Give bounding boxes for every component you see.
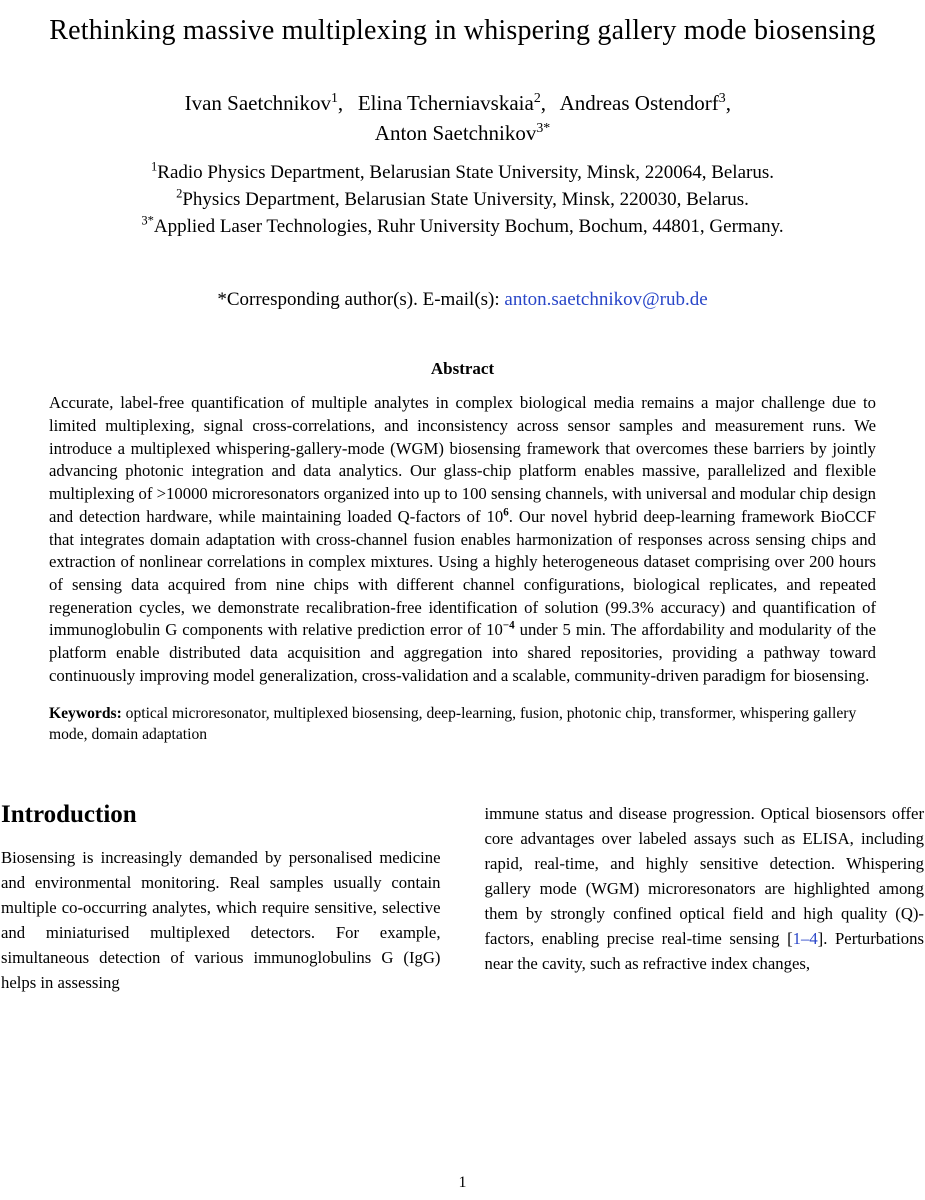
author-sup: 1: [330, 89, 338, 105]
author-sup: 3: [718, 89, 726, 105]
intro-text-part: immune status and disease progression. Optical biosensors offer core advantages over labeled assays such as ELISA, including rapid, real-time, and highly sensitive detection. Whispering gallery mode (WGM) microresonators are highlighted among them by strongly confined optical field and high quality (Q)-factors, enabling precise real-time sensing [: [484, 804, 924, 949]
corresponding-prefix: *Corresponding author(s). E-mail(s):: [217, 289, 505, 311]
exponent-superscript: −4: [502, 619, 515, 632]
keywords-label: Keywords:: [49, 705, 122, 723]
abstract-text-part: under 5 min. The affordability and modularity of the platform enable distributed data acquisition and aggregation into shared repositories, providing a pathway toward continuously improving model generalization, cross-validation and a scalable, community-driven paradigm for biosensing.: [49, 620, 877, 685]
corresponding-author-line: [0, 289, 925, 311]
abstract-text-part: . Our novel hybrid deep-learning framework BioCCF that integrates domain adaptation with cross-channel fusion enables harmonization of responses across sensing chips and extraction of nonlinear correlations in complex mixtures. Using a highly heterogeneous dataset comprising over 200 hours of sensing data acquired from nine chips with different channel configurations, biological replicates, and repeated regeneration cycles, we demonstrate recalibration-free identification of solution (99.3% accuracy) and quantification of immunoglobulin G components with relative prediction error of 10: [49, 506, 876, 640]
abstract-heading: Abstract: [430, 359, 495, 379]
author-name: Andreas Ostendorf: [559, 90, 719, 115]
affiliation-sup: 2: [176, 187, 183, 202]
keywords-line: [49, 703, 876, 745]
introduction-section: [1, 801, 924, 995]
author: [358, 91, 546, 115]
author: [375, 121, 550, 145]
affiliation-line: [0, 187, 925, 214]
author-name: Elina Tcherniavskaia: [357, 90, 534, 115]
intro-column-left: [1, 801, 441, 995]
author: [185, 91, 344, 115]
author-name: Ivan Saetchnikov: [184, 90, 331, 115]
citation-link[interactable]: 1–4: [792, 929, 818, 949]
paper-title: Rethinking massive multiplexing in whispering gallery mode biosensing: [49, 15, 876, 46]
abstract-section: [0, 359, 925, 745]
author-separator: ,: [725, 90, 731, 115]
author-sup: 2: [533, 89, 541, 105]
affiliation-line: [0, 214, 925, 241]
section-heading-introduction: Introduction: [1, 801, 137, 829]
abstract-text: [49, 392, 876, 687]
affiliation-text: Physics Department, Belarusian State University, Minsk, 220030, Belarus.: [182, 189, 749, 211]
author-list: [0, 88, 925, 149]
author-separator: ,: [540, 90, 547, 115]
abstract-text-part: Accurate, label-free quantification of multiple analytes in complex biological media remains a major challenge due to limited multiplexing, signal cross-correlations, and inconsistency across sensor samples and measurement runs. We introduce a multiplexed whispering-gallery-mode (WGM) biosensing framework that overcomes these barriers by jointly advancing photonic integration and data analytics. Our glass-chip platform enables massive, parallelized and flexible multiplexing of >10000 microresonators organized into up to 100 sensing channels, with universal and modular chip design and detection hardware, while maintaining loaded Q-factors of 10: [49, 393, 876, 526]
author-separator: ,: [337, 90, 344, 115]
email-link[interactable]: anton.saetchnikov@rub.de: [504, 289, 708, 311]
intro-column-right: [485, 801, 925, 995]
intro-text-part: ]. Perturbations near the cavity, such as refractive index changes,: [484, 929, 924, 974]
affiliation-sup: 1: [151, 160, 158, 175]
affiliation-sup: 3*: [141, 214, 154, 228]
page-number: 1: [458, 1174, 467, 1191]
affiliation-text: Radio Physics Department, Belarusian State University, Minsk, 220064, Belarus.: [157, 162, 774, 184]
intro-paragraph-right: [485, 801, 925, 976]
author-sup: 3*: [536, 119, 551, 135]
keywords-text: optical microresonator, multiplexed biosensing, deep-learning, fusion, photonic chip, transformer, whispering gallery mode, domain adaptation: [49, 705, 857, 744]
affiliation-line: [0, 160, 925, 187]
affiliation-list: [0, 160, 925, 241]
exponent-superscript: 6: [503, 506, 509, 519]
author: [560, 91, 731, 115]
intro-paragraph-left: Biosensing is increasingly demanded by personalised medicine and environmental monitoring. Real samples usually contain multiple co-occurring analytes, which require sensitive, selective and miniaturised multiplexed detectors. For example, simultaneous detection of various immunoglobulins G (IgG) helps in assessing: [1, 847, 441, 992]
affiliation-text: Applied Laser Technologies, Ruhr University Bochum, Bochum, 44801, Germany.: [153, 216, 784, 238]
author-name: Anton Saetchnikov: [374, 120, 537, 145]
